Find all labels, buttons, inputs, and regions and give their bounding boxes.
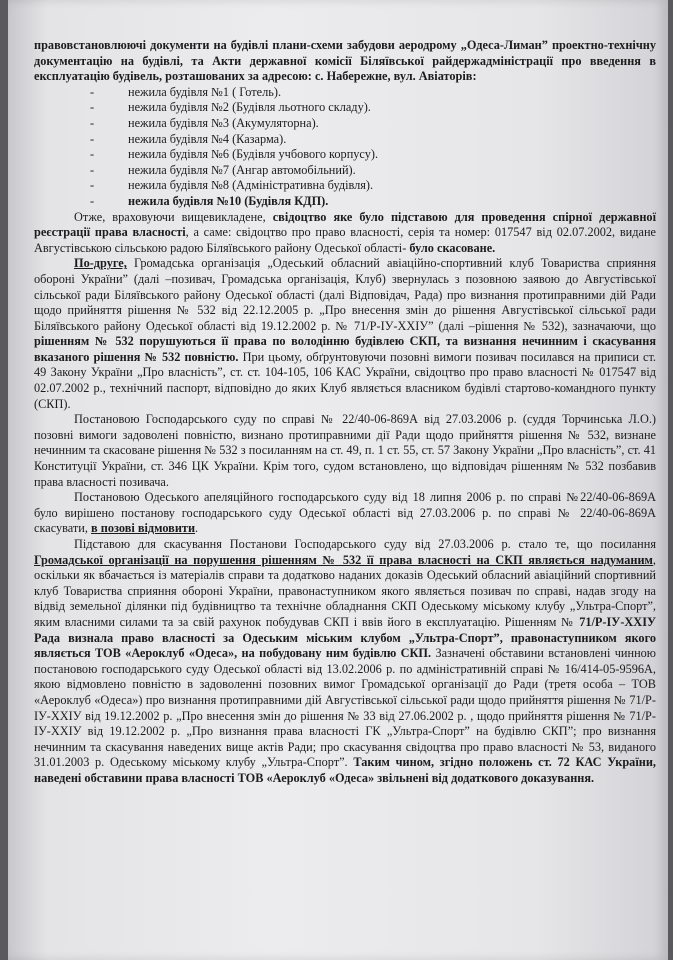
p1-bold-b: свідоцтво яке було підставою для проведення спірної державної реєстрації права власності (34, 209, 656, 240)
p5-bold-b: Громадської організації на порушення рішенням № 532 її права власності на СКП являється надуманим (34, 552, 653, 567)
list-item (34, 194, 656, 210)
building-item-text: нежила будівля №6 (Будівля учбового корпусу). (128, 147, 379, 162)
building-item-text: нежила будівля №10 (Будівля КДП). (128, 193, 329, 208)
bullet-dash: - (90, 115, 95, 130)
p2-text-d: При цьому, обґрунтовуючи позовні вимоги позивач посилався на приписи ст. 49 Закону України „Про власність”, ст. ст. 104-105, 106 КАС України, свідоцтво про право власності № 017547 від 02.07.2002 р., технічний паспорт, відповідно до яких Клуб являється власником будівлі стартово-командного пункту (СКП). (34, 349, 656, 411)
bullet-dash: - (90, 100, 95, 115)
list-item (34, 178, 656, 194)
p4-text-a: Постановою Одеського апеляційного господарського суду від 18 липня 2006 р. по справі №22/40-06-869А було вирішено постанову господарського суду Одеської області від 27.03.2006 р. по справі № 22/40-06-869А скасувати, (34, 490, 656, 536)
list-item (34, 132, 656, 148)
paragraph-grounds-for-cancellation (34, 537, 656, 787)
intro-paragraph (34, 38, 656, 85)
p2-bold-c: рішенням № 532 порушуються її права по володінню будівлею СКП, та визнання нечинним і скасування вказаного рішення № 532 повністю. (34, 334, 656, 364)
p2-heading: По-друге, (74, 256, 127, 271)
intro-bold-text: правовстановлюючі документи на будівлі плани-схеми забудови аеродрому „Одеса-Лиман” проектно-технічну документацію на будівлі, та Акти державної комісії Біляївської райдержадміністрації про введення в експлуатацію будівель, розташованих за адресою: с. Набережне, вул. Авіаторів: (34, 38, 656, 84)
bullet-dash: - (90, 162, 95, 177)
building-item-text: нежила будівля №8 (Адміністративна будівля). (128, 178, 374, 193)
paragraph-appeal-court-ruling (34, 490, 656, 537)
building-item-text: нежила будівля №3 (Акумуляторна). (128, 115, 319, 130)
list-item (34, 100, 656, 116)
p1-bold-d: було скасоване. (409, 240, 496, 255)
list-item (34, 147, 656, 163)
building-item-text: нежила будівля №2 (Будівля льотного складу). (128, 100, 371, 115)
p1-text-c: , а саме: свідоцтво про право власності, серія та номер: 017547 від 02.07.2002, видане Августівською сільською радою Біляївського району Одеської області- (34, 225, 656, 255)
document-page (34, 38, 656, 787)
p1-text-a: Отже, враховуючи вищевикладене, (74, 209, 273, 224)
building-item-text: нежила будівля №1 ( Готель). (128, 84, 282, 99)
paragraph-certificate-cancelled (34, 210, 656, 257)
p5-text-a: Підставою для скасування Постанови Господарського суду від 27.03.2006 р. стало те, що посилання (74, 537, 656, 551)
p4-bold-b: в позові відмовити (91, 521, 196, 536)
building-item-text: нежила будівля №7 (Ангар автомобільний). (128, 162, 356, 177)
bullet-dash: - (90, 193, 95, 208)
paragraph-commercial-court-ruling: Постановою Господарського суду по справі № 22/40-06-869А від 27.03.2006 р. (суддя Торчинська Л.О.) позовні вимоги задоволені повністю, визнано протиправними дії Ради щодо прийняття рішення № 532, визнане нечинним та скасоване рішення № 532 з посиланням на ст. 49, п. 1 ст. 55, ст. 57 Закону України „Про власність”, ст. 41 Конституції України, ст. 346 ЦК України. Крім того, судом встановлено, що відповідач рішенням № 532 позбавив права власності позивача. (34, 412, 656, 489)
paragraph-secondly (34, 256, 656, 412)
p5-text-c: , оскільки як вбачається із матеріалів справи та додатково наданих доказів Одеський обласний авіаційний спортивний клуб Товариства сприяння обороні України, правонаступником якого являється позивач по справі, надав згоду на відвід земельної ділянки під будівництво та технічне обладнання СКП Одеському міському клубу „Ультра-Спорт”, яким власними силами та за свій рахунок побудував СКП і ввів його в експлуатацію. Рішенням № (34, 552, 656, 629)
list-item (34, 85, 656, 101)
building-item-text: нежила будівля №4 (Казарма). (128, 131, 287, 146)
document-sheet (8, 0, 668, 960)
p5-bold-f: Таким чином, згідно положень ст. 72 КАС України, наведені обставини права власності ТОВ «Аероклуб «Одеса» звільнені від додаткового доказування. (34, 755, 656, 785)
p4-text-c: . (195, 521, 199, 536)
bullet-dash: - (90, 84, 95, 99)
list-item (34, 116, 656, 132)
bullet-dash: - (90, 178, 95, 193)
bullet-dash: - (90, 131, 95, 146)
bullet-dash: - (90, 147, 95, 162)
list-item (34, 163, 656, 179)
p5-bold-d: 71/Р-IУ-XXIУ Рада визнала право власності за Одеським міським клубом „Ультра-Спорт”, правонаступником якого являється ТОВ «Аероклуб «Одеса», на побудовану ним будівлю СКП. (34, 614, 656, 661)
p2-text-b: Громадська організація „Одеський обласний авіаційно-спортивний клуб Товариства сприяння обороні України” (далі –позивач, Громадська організація, Клуб) звернулась з позовною заявою до Августівської сільської ради Біляївського району Одеської області (далі Відповідач, Рада) про визнання протиправними дій Ради щодо прийняття рішення № 532 від 22.12.2005 р. „Про внесення змін до рішення Августівської сільської ради Біляївського району Одеської області від 19.12.2002 р. № 71/Р-IУ-XXIУ” (далі –рішення № 532), зазначаючи, що (34, 256, 656, 333)
buildings-list (34, 85, 656, 210)
p5-text-e: Зазначені обставини встановлені чинною постановою господарського суду Одеської області від 13.02.2006 р. по адміністративній справі № 16/414-05-9596А, якою відмовлено повністю в задоволенні позовних вимог Громадської організації до Ради (третя особа – ТОВ «Аероклуб «Одеса») про визнання протиправними дій Августівської сільської ради щодо прийняття рішення № 71/Р-IУ-XXIУ від 19.12.2002 р. „Про внесення змін до рішення № 33 від 27.06.2002 р. , щодо прийняття рішення № 71/Р-IУ-XXIУ від 19.12.2002 р. „Про визнання права власності ГК „Ультра-Спорт” на будівлю СКП”; про визнання нечинним та скасування наведених вище актів Ради; про скасування свідоцтва про право власності № 53, виданого 31.01.2003 р. Одеському міському клубу „Ультра-Спорт”. (34, 646, 656, 770)
